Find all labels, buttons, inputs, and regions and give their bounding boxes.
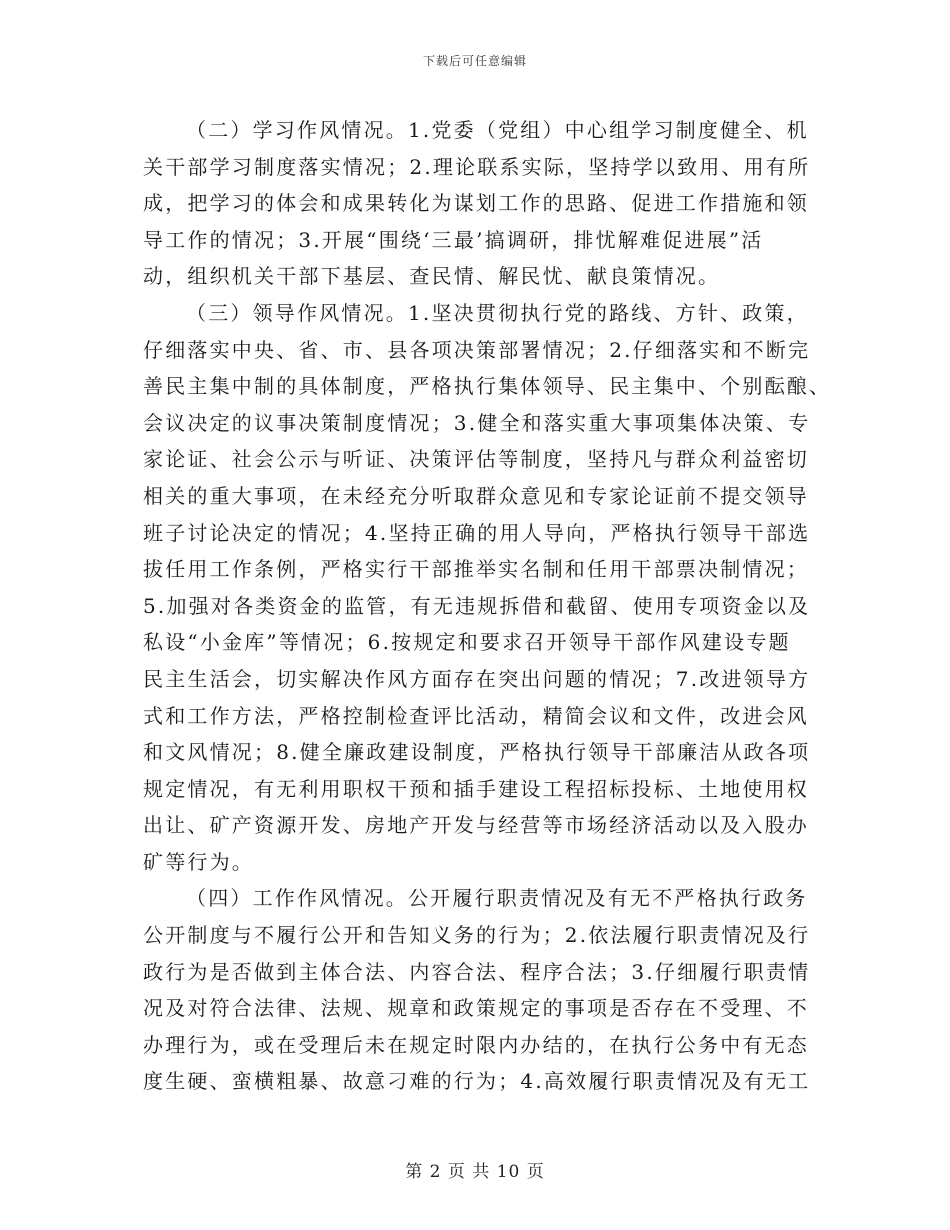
text-line: 私设“小金库”等情况；6.按规定和要求召开领导干部作风建设专题 [143, 630, 791, 655]
text-line: 公开制度与不履行公开和告知义务的行为；2.依法履行职责情况及行 [143, 923, 811, 948]
text-line: 出让、矿产资源开发、房地产开发与经营等市场经济活动以及入股办 [143, 813, 809, 838]
paragraph-study-style [143, 112, 811, 295]
text-line: 动，组织机关干部下基层、查民情、解民忧、献良策情况。 [143, 264, 721, 289]
text-line: 度生硬、蛮横粗暴、故意刁难的行为；4.高效履行职责情况及有无工 [143, 1069, 811, 1094]
text-line: 政行为是否做到主体合法、内容合法、程序合法；3.仔细履行职责情 [143, 959, 811, 984]
text-line: 会议决定的议事决策制度情况；3.健全和落实重大事项集体决策、专 [143, 410, 811, 435]
text-line: 拔任用工作条例，严格实行干部推举实名制和任用干部票决制情况； [143, 557, 809, 582]
text-line: 善民主集中制的具体制度，严格执行集体领导、民主集中、个别酝酿、 [143, 374, 832, 399]
paragraph-work-style [143, 880, 811, 1100]
text-line: 办理行为，或在受理后未在规定时限内办结的，在执行公务中有无态 [143, 1032, 809, 1057]
text-line: 5.加强对各类资金的监管，有无违规拆借和截留、使用专项资金以及 [143, 593, 811, 618]
text-line: 家论证、社会公示与听证、决策评估等制度，坚持凡与群众利益密切 [143, 447, 809, 472]
text-line: （三）领导作风情况。1.坚决贯彻执行党的路线、方针、政策， [186, 300, 809, 325]
text-line: 规定情况，有无利用职权干预和插手建设工程招标投标、土地使用权 [143, 776, 809, 801]
text-line: （四）工作作风情况。公开履行职责情况及有无不严格执行政务 [186, 886, 808, 911]
text-line: 民主生活会，切实解决作风方面存在突出问题的情况；7.改进领导方 [143, 666, 811, 691]
text-line: 式和工作方法，严格控制检查评比活动，精简会议和文件，改进会风 [143, 703, 809, 728]
text-line: 况及对符合法律、法规、规章和政策规定的事项是否存在不受理、不 [143, 996, 809, 1021]
text-line: 相关的重大事项，在未经充分听取群众意见和专家论证前不提交领导 [143, 483, 809, 508]
text-line: 成，把学习的体会和成果转化为谋划工作的思路、促进工作措施和领 [143, 191, 809, 216]
text-line: （二）学习作风情况。1.党委（党组）中心组学习制度健全、机 [186, 118, 809, 142]
document-body [143, 112, 832, 1100]
page-number: 第 2 页 共 10 页 [405, 1162, 545, 1182]
text-line: 班子讨论决定的情况；4.坚持正确的用人导向，严格执行领导干部选 [143, 520, 811, 545]
text-line: 仔细落实中央、省、市、县各项决策部署情况；2.仔细落实和不断完 [143, 337, 811, 362]
page-header: 下载后可任意编辑 [422, 54, 527, 68]
text-line: 导工作的情况；3.开展“围绕‘三最’搞调研，排忧解难促进展”活 [143, 227, 764, 252]
text-line: 关干部学习制度落实情况；2.理论联系实际，坚持学以致用、用有所 [143, 154, 811, 179]
text-line: 和文风情况；8.健全廉政建设制度，严格执行领导干部廉洁从政各项 [143, 740, 811, 765]
paragraph-leadership-style [143, 295, 832, 881]
text-line: 矿等行为。 [143, 849, 254, 874]
